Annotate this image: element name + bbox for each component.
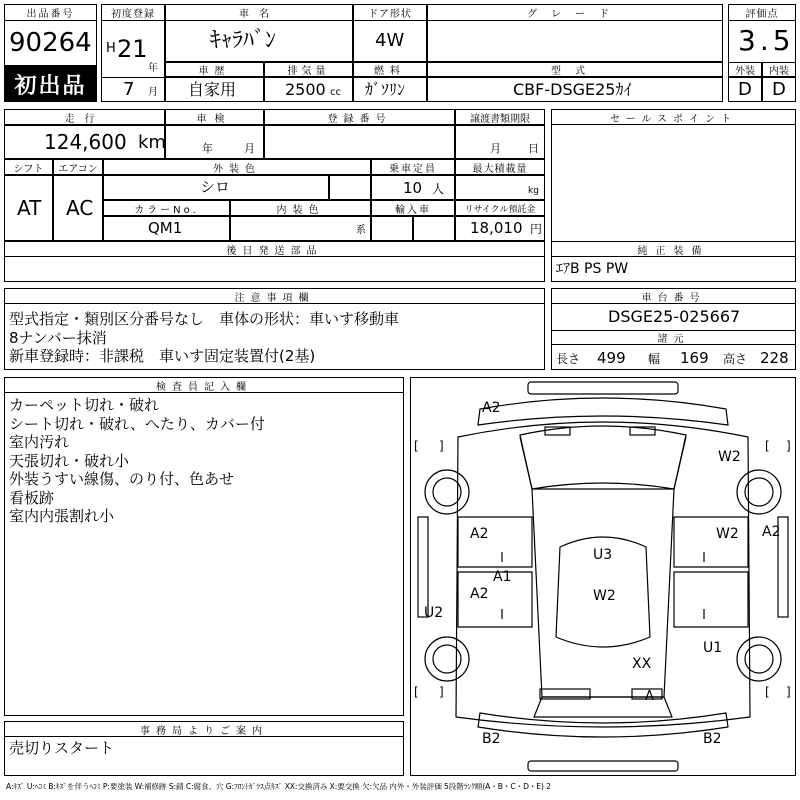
displacement-label: 排気量 <box>264 62 353 77</box>
car-name: ｷｬﾗﾊﾞﾝ <box>210 28 277 53</box>
inspector-line: 室内汚れ <box>9 433 70 451</box>
caution-label: 注意事項欄 <box>4 288 545 304</box>
capacity-value: 10 <box>403 179 423 197</box>
mark-u1-right: U1 <box>703 640 723 656</box>
door-label: ドア形状 <box>353 4 427 21</box>
inspection-month-unit: 月 <box>244 142 255 155</box>
interior-color-label: 内装色 <box>230 200 371 216</box>
mark-a2-top: A2 <box>482 400 501 416</box>
genuine-equipment-value: ｴｱB PS PW <box>556 261 629 277</box>
model-label: 型式 <box>427 62 723 77</box>
height-value: 228 <box>760 349 789 367</box>
shift-label: シフト <box>4 159 53 175</box>
score-value: 3.5 <box>738 24 795 57</box>
exterior-grade-label: 外装 <box>728 62 762 77</box>
registration-cell <box>264 125 455 159</box>
inspector-line: 天張切れ・破れ小 <box>9 451 130 470</box>
chassis-label: 車台番号 <box>551 288 796 304</box>
inspection-year-unit: 年 <box>202 142 213 155</box>
mark-b2-left: B2 <box>482 731 501 747</box>
first-reg-year: 21 <box>117 35 148 63</box>
recycle-unit: 円 <box>530 222 543 236</box>
mark-xx-rear: XX <box>632 656 652 672</box>
office-text: 売切りスタート <box>9 739 115 757</box>
inspector-label: 検査員記入欄 <box>4 377 404 393</box>
caution-line: 新車登録時：非課税 車いす固定装置付(2基) <box>9 347 316 365</box>
bracket-open-right-lower: [ <box>765 685 770 699</box>
width-label: 幅 <box>648 352 661 366</box>
recycle-label: リサイクル預託金 <box>455 200 545 216</box>
mark-a2-far-right: A2 <box>762 524 781 540</box>
history-value: 自家用 <box>188 80 237 99</box>
lot-number: 90264 <box>9 28 92 58</box>
capacity-unit: 人 <box>432 182 445 196</box>
caution-line: 8ナンバー抹消 <box>9 328 107 347</box>
exterior-color-label: 外装色 <box>103 159 371 175</box>
score-label: 評価点 <box>728 4 796 21</box>
mark-a2-left-lower: A2 <box>470 586 489 602</box>
color-no-value: QM1 <box>148 219 183 237</box>
interior-grade: D <box>772 79 786 100</box>
caution-line: 型式指定・類別区分番号なし 車体の形状：車いす移動車 <box>9 310 400 328</box>
width-value: 169 <box>680 349 709 367</box>
bracket-close-upper: ] <box>439 439 444 453</box>
door-value: 4W <box>375 30 405 51</box>
mark-w2-center: W2 <box>593 588 616 604</box>
transfer-docs-label: 譲渡書類期限 <box>455 109 545 125</box>
inspector-line: カーペット切れ・破れ <box>9 396 160 414</box>
mark-b2-right: B2 <box>703 731 722 747</box>
vehicle-diagram <box>410 377 796 776</box>
recycle-value: 18,010 <box>470 219 523 237</box>
displacement-unit: cc <box>330 87 341 98</box>
dims-label: 諸元 <box>551 330 796 345</box>
fuel-label: 燃料 <box>353 62 427 77</box>
lot-label: 出品番号 <box>4 4 97 21</box>
bracket-open-right-upper: [ <box>765 439 770 453</box>
inspector-line: 看板跡 <box>9 488 55 507</box>
inspector-lines <box>9 396 265 526</box>
model-value: CBF-DSGE25ｶｲ <box>513 80 632 99</box>
fuel-value: ｶﾞｿﾘﾝ <box>365 80 406 99</box>
displacement-value: 2500 <box>285 80 326 99</box>
inspector-line: シート切れ・破れ、へたり、カバー付 <box>9 414 265 433</box>
shift-value: AT <box>17 196 42 220</box>
transfer-month-unit: 月 <box>490 142 501 155</box>
bracket-open-upper: [ <box>414 439 419 453</box>
car-name-label: 車名 <box>165 4 353 21</box>
ac-value: AC <box>66 196 94 220</box>
bracket-close-right-lower: ] <box>786 685 791 699</box>
color-no-label: カラーNo. <box>103 200 230 216</box>
sales-points-label: セールスポイント <box>551 109 796 125</box>
bracket-close-lower: ] <box>439 685 444 699</box>
history-label: 車歴 <box>165 62 264 77</box>
bracket-open-lower: [ <box>414 685 419 699</box>
mileage-value: 124,600 <box>44 130 127 154</box>
mark-a2-left-upper: A2 <box>470 526 489 542</box>
max-load-unit: kg <box>528 186 539 196</box>
inspector-line: 室内内張割れ小 <box>9 507 115 525</box>
later-parts-label: 後日発送部品 <box>4 241 545 257</box>
year-unit: 年 <box>148 63 158 74</box>
import-cell-a <box>371 216 413 241</box>
import-label: 輸入車 <box>371 200 455 216</box>
office-label: 事務局よりご案内 <box>4 721 404 737</box>
ac-label: エアコン <box>53 159 103 175</box>
first-listing-badge: 初出品 <box>4 66 97 102</box>
interior-grade-label: 内装 <box>762 62 796 77</box>
mark-u3-center: U3 <box>593 547 613 563</box>
first-reg-month: 7 <box>123 79 135 100</box>
month-unit: 月 <box>148 87 158 98</box>
max-load-label: 最大積載量 <box>455 159 545 175</box>
inspector-line: 外装うすい線傷、のり付、色あせ <box>9 470 235 488</box>
mileage-unit: km <box>138 132 166 153</box>
mark-w2-right-upper: W2 <box>716 526 739 542</box>
interior-color-cell <box>230 216 371 241</box>
exterior-grade: D <box>738 79 752 100</box>
era: H <box>106 41 116 56</box>
length-value: 499 <box>597 349 626 367</box>
import-cell-b <box>413 216 455 241</box>
chassis-number: DSGE25-025667 <box>608 307 741 326</box>
transfer-day-unit: 日 <box>528 142 539 155</box>
mark-u2-left: U2 <box>424 605 444 621</box>
height-label: 高さ <box>723 352 748 366</box>
legend-text: A:ｷｽﾞ U:ﾍｺﾐ B:ｷｽﾞを伴うﾍｺﾐ P:要塗装 W:補修跡 S:錆 C:腐食、穴 G:ﾌﾛﾝﾄｶﾞﾗｽ点ｷｽﾞ XX:交換済み X:要交換 欠:欠品 内外・外装評価 5段階ﾗﾝｸ順(A・B・C・D・E) 2 <box>6 782 551 791</box>
bracket-close-right-upper: ] <box>786 439 791 453</box>
caution-lines <box>9 310 399 366</box>
length-label: 長さ <box>556 352 581 366</box>
exterior-color-value: シロ <box>200 178 231 196</box>
genuine-equipment-label: 純正装備 <box>551 241 796 257</box>
mark-a1-left: A1 <box>493 569 512 585</box>
interior-color-unit: 系 <box>356 225 366 236</box>
exterior-color-sub-cell <box>329 175 371 200</box>
capacity-label: 乗車定員 <box>371 159 455 175</box>
registration-label: 登録番号 <box>264 109 455 125</box>
mark-w2-right: W2 <box>718 449 741 465</box>
month-divider <box>101 77 165 78</box>
first-reg-label: 初度登録 <box>101 4 165 21</box>
mark-a-rear: A <box>645 689 654 704</box>
mileage-label: 走行 <box>4 109 165 125</box>
grade-label: グレード <box>427 4 723 21</box>
inspection-label: 車検 <box>165 109 264 125</box>
